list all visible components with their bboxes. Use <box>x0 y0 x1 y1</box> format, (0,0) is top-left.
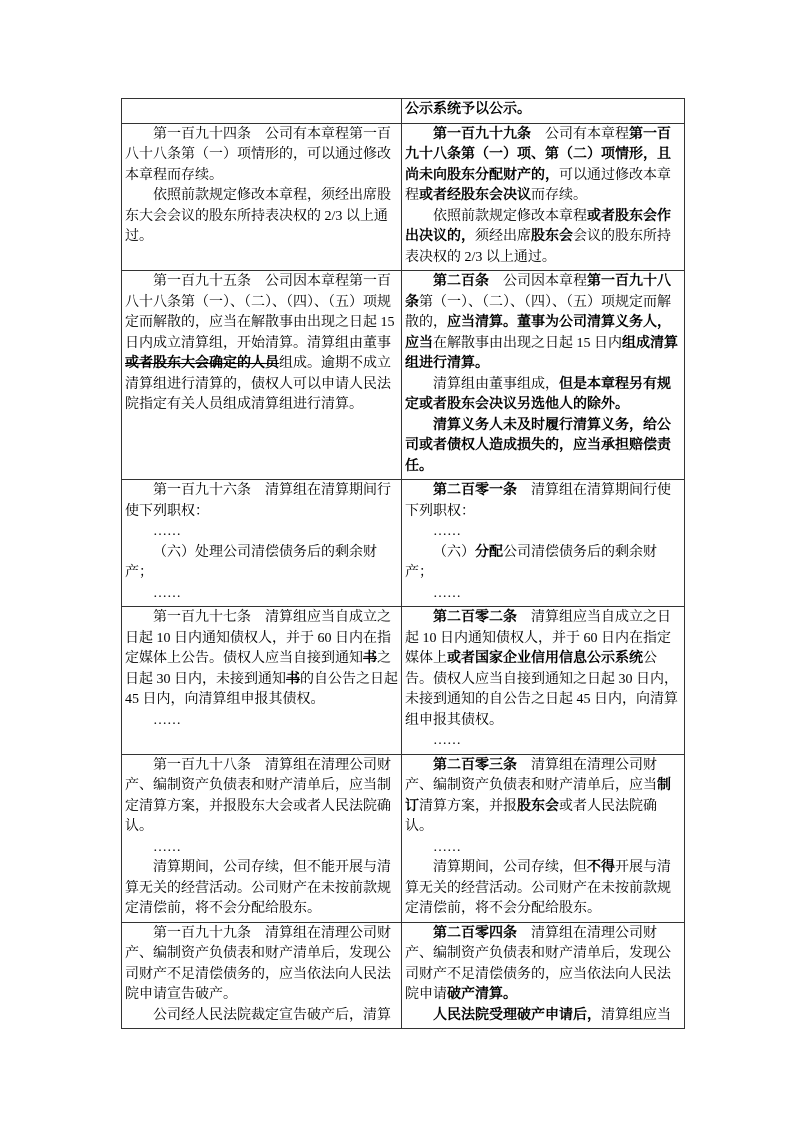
law-paragraph <box>125 481 398 522</box>
text-run: 公司清偿债务后的剩余财产； <box>405 544 657 580</box>
text-run: 第一百九十八条 清算组在清理公司财产、编制资产负债表和财产清单后，应当制定清算方案，并报股东大会或者人民法院确认。 <box>125 757 391 834</box>
table-row <box>122 123 685 271</box>
law-paragraph <box>125 584 398 605</box>
changed-text-run: 第二百零二条 <box>433 610 517 625</box>
changed-text-run: 股东会 <box>517 798 559 814</box>
text-run: 可以通过修改本章程 <box>405 167 671 203</box>
text-run: 清算组应当 <box>601 1007 671 1023</box>
law-paragraph <box>125 186 398 248</box>
changed-text-run: 清算义务人未及时履行清算义务，给公司或者债权人造成损失的，应当承担赔偿责任。 <box>405 417 671 474</box>
changed-text-run: 或者经股东会决议 <box>419 188 531 203</box>
changed-text-run: 人民法院受理破产申请后， <box>433 1007 601 1023</box>
text-run: 公司经人民法院裁定宣告破产后，清算 <box>153 1007 391 1023</box>
law-paragraph <box>125 924 398 1006</box>
text-run: 开展与清算无关的经营活动。公司财产在未按前款规定清偿前，将不会分配给股东。 <box>405 860 671 916</box>
law-paragraph <box>125 756 398 838</box>
changed-text-run: 但是本章程另有规定或者股东会决议另选他人的除外。 <box>405 376 671 412</box>
law-paragraph <box>125 272 398 416</box>
text-run: 第一百九十九条 清算组在清理公司财产、编制资产负债表和财产清单后，发现公司财产不足清偿债务的，应当依法向人民法院申请宣告破产。 <box>125 925 391 1002</box>
text-run: …… <box>153 524 181 539</box>
deleted-text-run: 书 <box>286 671 300 687</box>
text-run: 清算组在清理公司财产、编制资产负债表和财产清单后，应当 <box>405 757 657 793</box>
text-run: …… <box>153 585 181 601</box>
text-run: 会议的股东所持表决权的 2/3 以上通过。 <box>405 229 671 265</box>
text-run: 第一百九十五条 公司因本章程第一百八十八条第（一）、（二）、（四）、（五）项规定而解散的，应当在解散事由出现之日起 15 日内成立清算组，开始清算。清算组由董事 <box>125 274 395 351</box>
text-run: 须经出席 <box>475 229 531 244</box>
law-paragraph <box>405 924 681 1006</box>
old-law-cell <box>122 607 402 755</box>
law-paragraph <box>125 858 398 920</box>
law-paragraph <box>405 608 681 731</box>
changed-text-run: 应当清算。董事为公司清算义务人，应当 <box>405 315 671 351</box>
text-run: 组成。逾期不成立清算组进行清算的，债权人可以申请人民法院指定有关人员组成清算组进行清算。 <box>125 356 391 412</box>
changed-text-run: 或者股东会作出决议的， <box>405 208 671 244</box>
text-run: 清算组应当自成立之日起 10 日内通知债权人，并于 60 日内在指定媒体上 <box>405 610 671 666</box>
changed-text-run: 第二百零四条 <box>433 925 517 941</box>
law-paragraph <box>405 481 681 522</box>
new-law-cell <box>402 123 685 271</box>
table-row <box>122 922 685 1029</box>
old-law-cell <box>122 480 402 607</box>
deleted-text-run: 书 <box>363 651 377 666</box>
text-run: 在解散事由出现之日起 15 日内 <box>433 335 622 351</box>
changed-text-run: 不得 <box>587 860 615 875</box>
text-run: 清算组由董事组成， <box>433 376 559 392</box>
law-comparison-table <box>121 98 685 1029</box>
law-paragraph <box>405 756 681 838</box>
text-run: 依照前款规定修改本章程，须经出席股东大会会议的股东所持表决权的 2/3 以上通过。 <box>125 188 391 244</box>
law-paragraph <box>405 207 681 269</box>
text-run: …… <box>433 839 461 855</box>
text-run: …… <box>153 839 181 855</box>
changed-text-run: 组成清算组进行清算。 <box>405 335 678 371</box>
law-paragraph <box>405 272 681 375</box>
text-run: （六）处理公司清偿债务后的剩余财产； <box>125 544 377 580</box>
text-run: 清算组在清理公司财产、编制资产负债表和财产清单后，发现公司财产不足清偿债务的，应当依法向人民法院申请 <box>405 925 671 1002</box>
table-row <box>122 754 685 922</box>
new-law-cell <box>402 754 685 922</box>
text-run: 第一百九十六条 清算组在清算期间行使下列职权： <box>125 483 391 519</box>
changed-text-run: 股东会 <box>531 229 573 244</box>
changed-text-run: 分配 <box>475 544 503 560</box>
text-run: …… <box>433 585 461 601</box>
law-paragraph <box>405 375 681 416</box>
new-law-cell <box>402 607 685 755</box>
text-run: （六） <box>433 544 475 560</box>
changed-text-run: 第一百九十八条第（一）项、第（二）项情形，且尚未向股东分配财产的， <box>405 126 671 183</box>
old-law-cell <box>122 123 402 271</box>
table-row <box>122 99 685 124</box>
law-paragraph <box>125 522 398 543</box>
changed-text-run: 第二百条 <box>433 274 489 289</box>
old-law-cell <box>122 754 402 922</box>
text-run: 公司因本章程 <box>489 274 587 289</box>
text-run: 清算期间，公司存续，但不能开展与清算无关的经营活动。公司财产在未按前款规定清偿前，将不会分配给股东。 <box>125 860 391 916</box>
old-law-cell <box>122 922 402 1029</box>
changed-text-run: 公示系统予以公示。 <box>405 102 531 117</box>
law-paragraph <box>405 416 681 478</box>
law-paragraph <box>125 125 398 187</box>
text-run: 依照前款规定修改本章程 <box>433 208 587 224</box>
changed-text-run: 破产清算。 <box>447 987 517 1002</box>
law-paragraph <box>405 731 681 752</box>
law-paragraph <box>405 858 681 920</box>
law-paragraph <box>405 522 681 543</box>
text-run: 第一百九十四条 公司有本章程第一百八十八条第（一）项情形的，可以通过修改本章程而存续。 <box>125 126 391 183</box>
changed-text-run: 第一百九十八条 <box>405 274 671 310</box>
changed-text-run: 第二百零三条 <box>433 757 517 773</box>
new-law-cell <box>402 480 685 607</box>
text-run: 清算组在清算期间行使下列职权： <box>405 483 671 519</box>
text-run: 第一百九十七条 清算组应当自成立之日起 10 日内通知债权人，并于 60 日内在指定媒体上公告。债权人应当自接到通知 <box>125 610 391 666</box>
law-paragraph <box>405 838 681 859</box>
law-paragraph <box>405 584 681 605</box>
law-paragraph <box>125 608 398 711</box>
law-paragraph <box>125 543 398 584</box>
deleted-text-run: 或者股东大会确定的人员 <box>125 356 279 371</box>
text-run: …… <box>153 712 181 728</box>
text-run: 的自公告之日起 45 日内，向清算组申报其债权。 <box>125 671 398 707</box>
law-paragraph <box>125 1006 398 1027</box>
law-paragraph <box>405 100 681 121</box>
old-law-cell <box>122 99 402 124</box>
text-run: 而存续。 <box>531 188 587 203</box>
new-law-cell <box>402 922 685 1029</box>
table-row <box>122 607 685 755</box>
table-row <box>122 480 685 607</box>
changed-text-run: 第二百零一条 <box>433 483 517 498</box>
text-run: …… <box>433 524 461 539</box>
table-row <box>122 271 685 480</box>
text-run: …… <box>433 733 461 748</box>
text-run: 公告。债权人应当自接到通知之日起 30 日内，未接到通知的自公告之日起 45 日内，向清算组申报其债权。 <box>405 651 678 728</box>
changed-text-run: 制订 <box>405 778 671 814</box>
law-paragraph <box>405 543 681 584</box>
text-run: 第（一）、（二）、（四）、（五）项规定而解散的， <box>405 294 671 330</box>
text-run: 清算期间，公司存续，但 <box>433 860 587 875</box>
text-run: 之日起 30 日内，未接到通知 <box>125 651 391 687</box>
changed-text-run: 第一百九十九条 <box>433 126 531 142</box>
new-law-cell <box>402 99 685 124</box>
new-law-cell <box>402 271 685 480</box>
law-paragraph <box>125 838 398 859</box>
law-paragraph <box>405 125 681 207</box>
text-run: 公司有本章程 <box>531 126 629 142</box>
changed-text-run: 或者国家企业信用信息公示系统 <box>447 651 643 666</box>
text-run: 或者人民法院确认。 <box>405 798 657 834</box>
old-law-cell <box>122 271 402 480</box>
law-paragraph <box>125 711 398 732</box>
law-table-body <box>122 99 685 1029</box>
text-run: 清算方案，并报 <box>419 798 517 814</box>
law-paragraph <box>405 1006 681 1027</box>
